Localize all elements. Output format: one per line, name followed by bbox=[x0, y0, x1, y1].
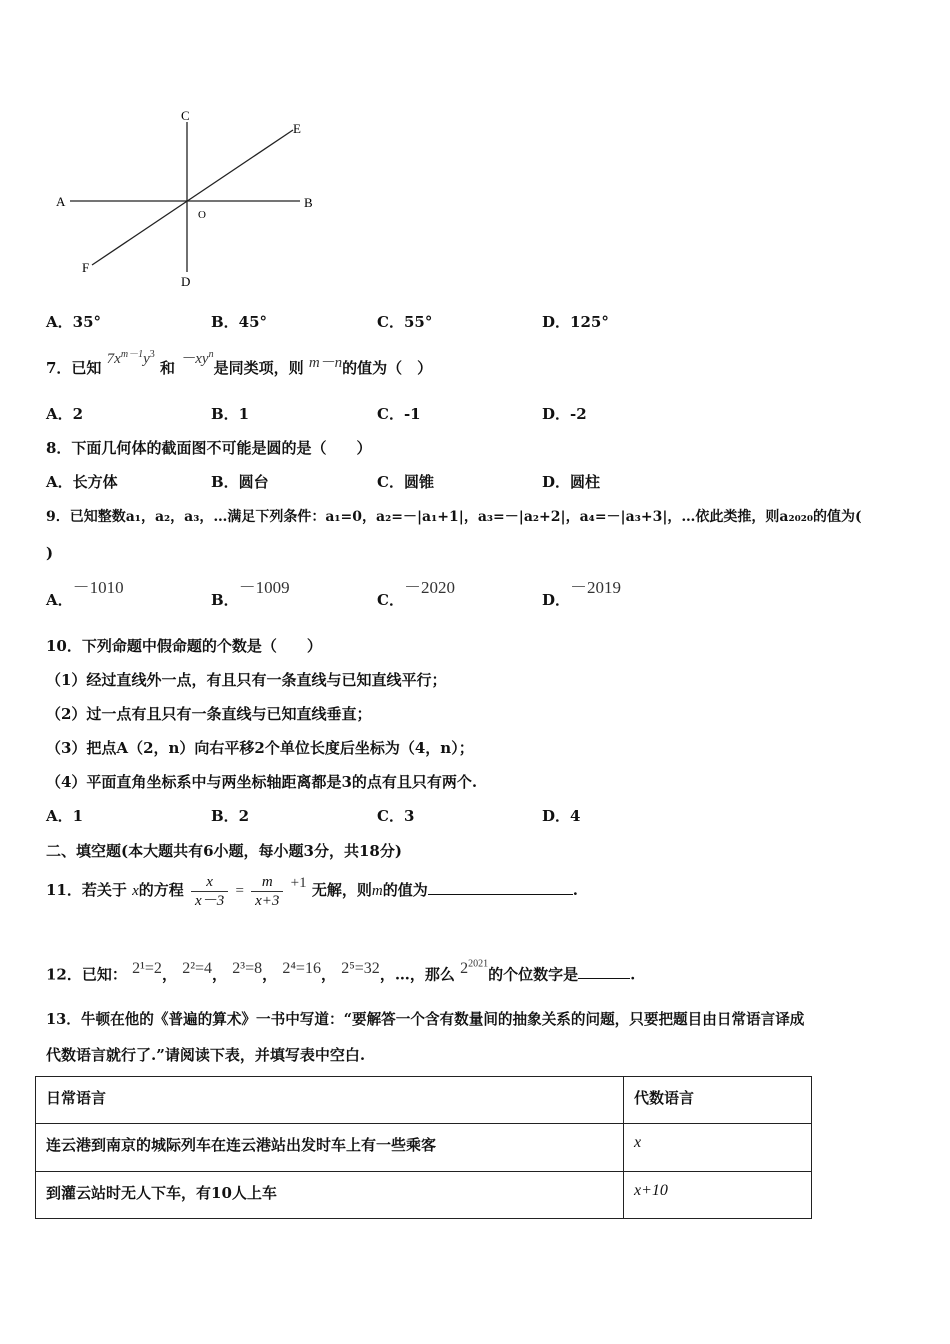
q9-option-d-letter: D． bbox=[542, 591, 571, 609]
q11-after: 无解，则 bbox=[311, 881, 372, 899]
q6-option-d[interactable]: D．125° bbox=[542, 313, 609, 331]
q11-suffix: 的值为 bbox=[382, 881, 428, 899]
q13-table bbox=[35, 1076, 812, 1219]
q11-fraction-2 bbox=[251, 873, 283, 910]
q7-and: 和 bbox=[159, 359, 175, 377]
q11-answer-blank[interactable] bbox=[428, 894, 573, 895]
q8-option-c[interactable]: C．圆锥 bbox=[377, 473, 434, 491]
q11-f1-den: x－3 bbox=[195, 892, 225, 909]
q7-term2-exp: n bbox=[208, 349, 214, 360]
q6-option-a[interactable]: A．35° bbox=[46, 313, 102, 331]
q10-item-4: （4）平面直角坐标系中与两坐标轴距离都是3的点有且只有两个. bbox=[46, 773, 478, 791]
q11-prefix: 11．若关于 bbox=[46, 881, 127, 899]
q9-option-c[interactable] bbox=[377, 578, 455, 610]
q12-power-1: 2¹=2 bbox=[132, 960, 162, 978]
q9-option-a-letter: A． bbox=[46, 591, 73, 609]
q9-option-a[interactable] bbox=[46, 578, 124, 610]
q11-question bbox=[46, 870, 578, 911]
q10-option-a[interactable]: A．1 bbox=[46, 807, 84, 825]
q12-suffix: 的个位数字是 bbox=[488, 965, 579, 984]
q12-power-4: 2⁴=16 bbox=[282, 960, 321, 978]
q12-sep-4: ， bbox=[320, 965, 336, 984]
label-f: F bbox=[82, 260, 90, 275]
q7-term1-yexp: 3 bbox=[149, 349, 155, 360]
q12-end: . bbox=[630, 965, 636, 984]
q7-term2: －xy bbox=[180, 351, 209, 367]
q8-option-b[interactable]: B．圆台 bbox=[211, 473, 269, 491]
q9-option-b-letter: B． bbox=[211, 591, 239, 609]
table-cell-daily-2: 到灌云站时无人下车，有10人上车 bbox=[36, 1172, 624, 1219]
q10-option-b[interactable]: B．2 bbox=[211, 807, 250, 825]
q13-line-2: 代数语言就行了.”请阅读下表，并填写表中空白. bbox=[46, 1046, 366, 1064]
q7-option-d[interactable]: D．-2 bbox=[542, 405, 587, 423]
q11-f2-num: m bbox=[251, 873, 283, 892]
q9-close-paren: ) bbox=[46, 544, 54, 562]
q9-option-b-value: －1009 bbox=[238, 578, 290, 597]
q10-option-d[interactable]: D．4 bbox=[542, 807, 581, 825]
q12-power-3: 2³=8 bbox=[232, 960, 263, 978]
q12-sep-3: ， bbox=[262, 965, 278, 984]
q8-option-a[interactable]: A．长方体 bbox=[46, 473, 118, 491]
label-a: A bbox=[56, 194, 66, 209]
q12-big-exp: 2021 bbox=[468, 959, 489, 970]
q11-end: . bbox=[572, 881, 578, 899]
q9-question: 9．已知整数a₁，a₂，a₃，…满足下列条件：a₁=0，a₂=－|a₁+1|，a₃=－|a₂+2|，a₄=－|a₃+3|，…依此类推，则a₂₀₂₀的值为( bbox=[46, 509, 862, 525]
q12-prefix: 12．已知： bbox=[46, 965, 127, 984]
q9-option-d[interactable] bbox=[542, 578, 622, 610]
q9-option-c-value: －2020 bbox=[403, 578, 455, 597]
table-cell-daily-1: 连云港到南京的城际列车在连云港站出发时车上有一些乘客 bbox=[36, 1124, 624, 1172]
label-b: B bbox=[304, 195, 313, 210]
q6-option-b[interactable]: B．45° bbox=[211, 313, 268, 331]
q7-prefix: 7．已知 bbox=[46, 359, 102, 377]
label-e: E bbox=[293, 121, 301, 136]
q13-line-1: 13．牛顿在他的《普遍的算术》一书中写道：“要解答一个含有数量间的抽象关系的问题，只要把题目由日常语言译成 bbox=[46, 1011, 805, 1028]
q12-power-2: 2²=4 bbox=[182, 960, 213, 978]
table-header-daily: 日常语言 bbox=[36, 1077, 624, 1124]
q7-term1: 7x bbox=[106, 351, 121, 367]
q8-option-d[interactable]: D．圆柱 bbox=[542, 473, 601, 491]
q12-answer-blank[interactable] bbox=[578, 978, 630, 979]
q7-question bbox=[46, 349, 433, 379]
q8-question: 8．下面几何体的截面图不可能是圆的是（ ） bbox=[46, 439, 372, 457]
q7-mid: 是同类项，则 bbox=[213, 359, 304, 377]
q11-var: x bbox=[132, 883, 139, 899]
q11-plus: +1 bbox=[290, 875, 307, 891]
line-ef bbox=[92, 130, 293, 265]
q11-eq: = bbox=[235, 883, 244, 899]
label-o: O bbox=[198, 209, 206, 221]
table-row bbox=[36, 1172, 812, 1219]
section-2-heading: 二、填空题(本大题共有6小题，每小题3分，共18分) bbox=[46, 842, 402, 860]
q9-option-d-value: －2019 bbox=[570, 578, 622, 597]
q7-option-c[interactable]: C．-1 bbox=[377, 405, 421, 423]
table-cell-algebraic-1: x bbox=[624, 1124, 812, 1172]
q9-option-c-letter: C． bbox=[377, 591, 404, 609]
table-row bbox=[36, 1124, 812, 1172]
q7-term1-y: y bbox=[143, 351, 150, 367]
q12-sep-2: ， bbox=[212, 965, 228, 984]
q11-f2-den: x+3 bbox=[255, 892, 280, 909]
q6-option-c[interactable]: C．55° bbox=[377, 313, 433, 331]
q11-var2: m bbox=[371, 883, 383, 899]
q9-option-b[interactable] bbox=[211, 578, 290, 610]
q12-dots: ，…，那么 bbox=[379, 965, 455, 984]
q9-option-a-value: －1010 bbox=[72, 578, 124, 597]
q7-expr: m－n bbox=[308, 355, 343, 371]
q7-suffix: 的值为（ ） bbox=[342, 359, 433, 377]
q10-question: 10．下列命题中假命题的个数是（ ） bbox=[46, 637, 322, 655]
q10-option-c[interactable]: C．3 bbox=[377, 807, 415, 825]
q12-sep-1: ， bbox=[161, 965, 177, 984]
q7-option-a[interactable]: A．2 bbox=[46, 405, 84, 423]
table-cell-algebraic-2: x+10 bbox=[624, 1172, 812, 1219]
q12-question bbox=[46, 958, 635, 988]
table-header-algebraic: 代数语言 bbox=[624, 1077, 812, 1124]
q11-mid: 的方程 bbox=[138, 881, 184, 899]
q12-power-5: 2⁵=32 bbox=[341, 960, 380, 978]
intersecting-lines-figure bbox=[50, 100, 330, 295]
q12-big-base: 2 bbox=[460, 960, 469, 978]
q7-option-b[interactable]: B．1 bbox=[211, 405, 250, 423]
q10-item-2: （2）过一点有且只有一条直线与已知直线垂直； bbox=[46, 705, 372, 723]
table-header-row bbox=[36, 1077, 812, 1124]
q11-fraction-1 bbox=[191, 873, 228, 910]
label-c: C bbox=[181, 108, 190, 123]
q7-term1-exp: m－1 bbox=[120, 349, 144, 360]
label-d: D bbox=[181, 274, 191, 289]
q10-item-3: （3）把点A（2，n）向右平移2个单位长度后坐标为（4，n）； bbox=[46, 739, 474, 757]
q10-item-1: （1）经过直线外一点，有且只有一条直线与已知直线平行； bbox=[46, 671, 447, 689]
q11-f1-num: x bbox=[191, 873, 228, 892]
